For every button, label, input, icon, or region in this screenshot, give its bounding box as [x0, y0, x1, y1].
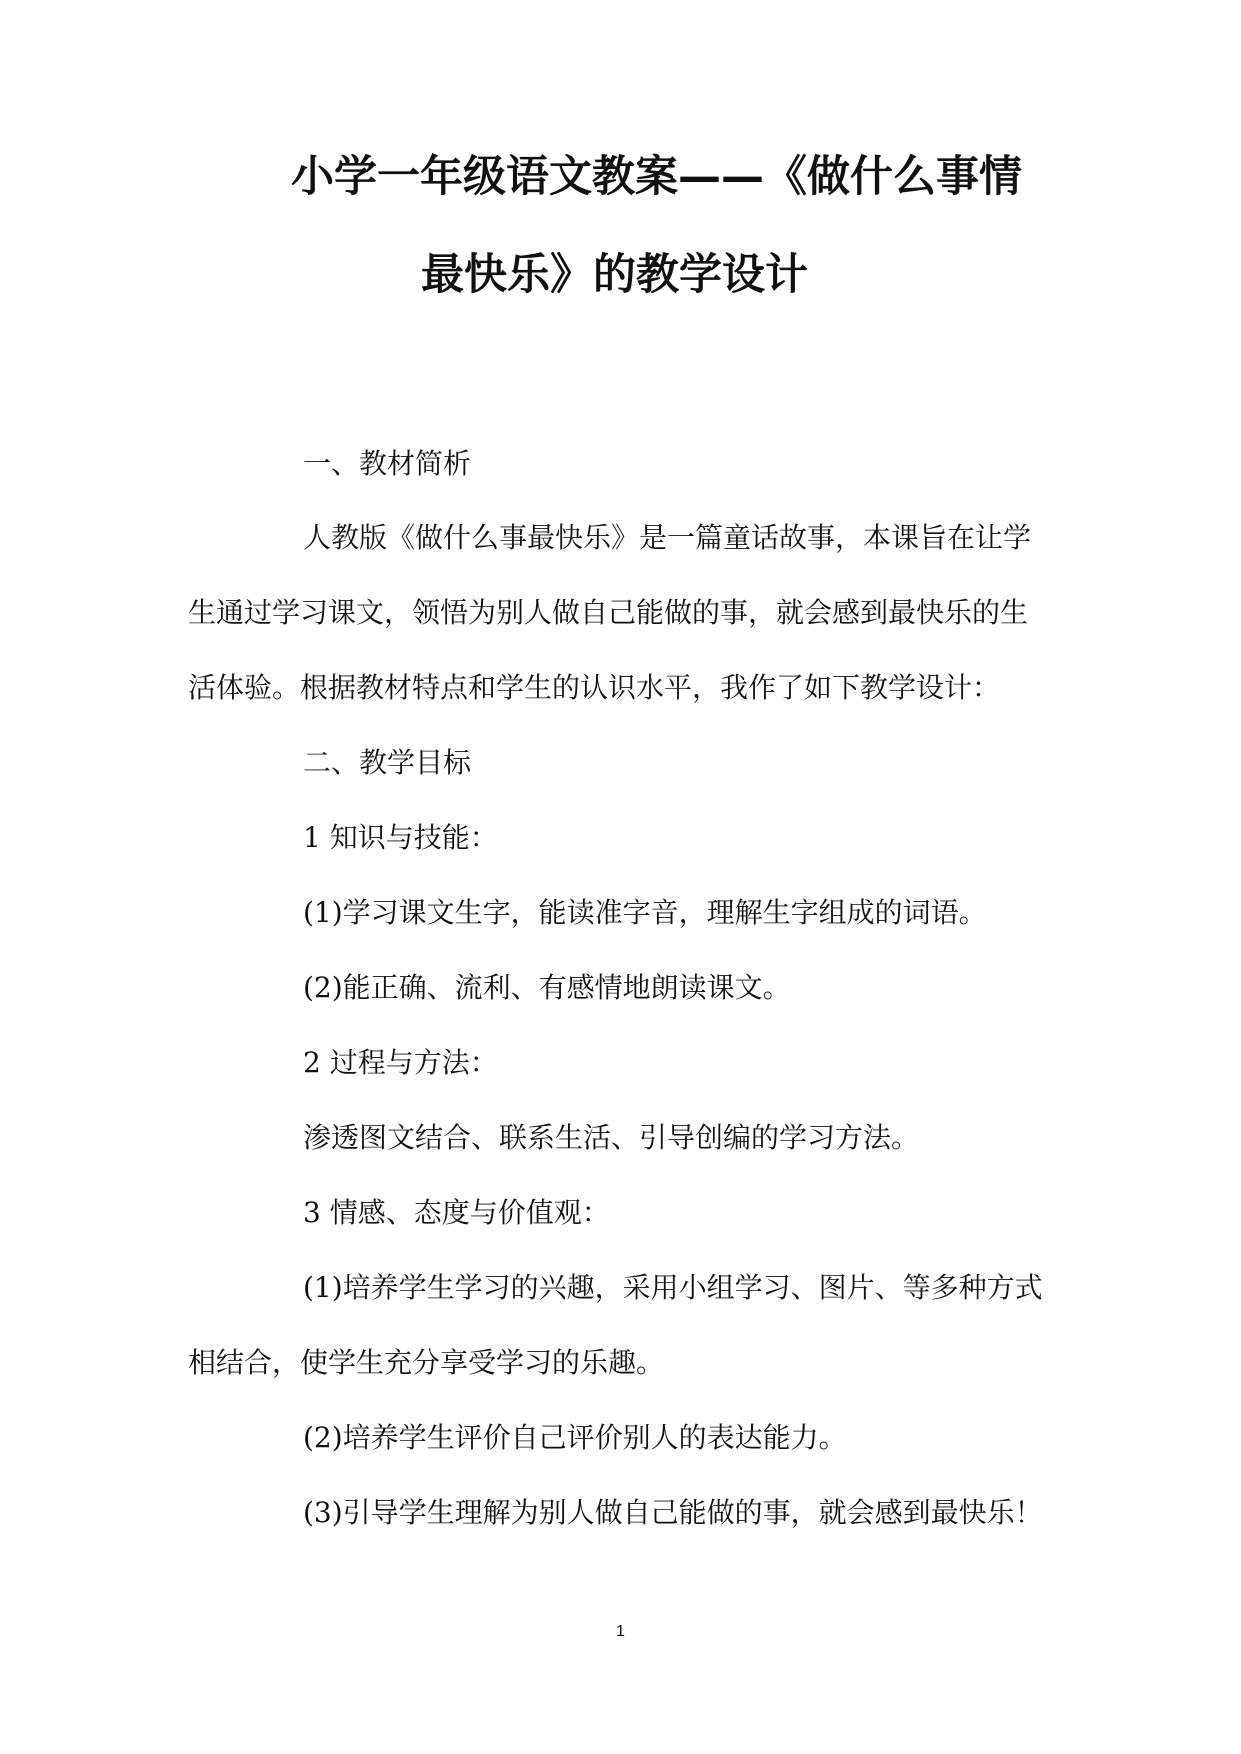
- paragraph-line: 生通过学习课文，领悟为别人做自己能做的事，就会感到最快乐的生: [188, 596, 1029, 629]
- section-heading-teaching-goals: 二、教学目标: [303, 746, 472, 779]
- document-title-line-1: 小学一年级语文教案——《做什么事情: [291, 152, 1022, 202]
- paragraph-line: 渗透图文结合、联系生活、引导创编的学习方法。: [303, 1121, 920, 1154]
- list-item: (2)能正确、流利、有感情地朗读课文。: [303, 971, 791, 1004]
- document-title-line-2: 最快乐》的教学设计: [421, 250, 808, 300]
- page-number: 1: [616, 1623, 625, 1640]
- list-item-continuation: 相结合，使学生充分享受学习的乐趣。: [188, 1346, 665, 1379]
- paragraph-line: 活体验。根据教材特点和学生的认识水平，我作了如下教学设计：: [188, 671, 1001, 704]
- list-item: (1)学习课文生字，能读准字音，理解生字组成的词语。: [303, 896, 987, 929]
- list-item: (2)培养学生评价自己评价别人的表达能力。: [303, 1421, 847, 1454]
- list-item: (1)培养学生学习的兴趣，采用小组学习、图片、等多种方式: [303, 1271, 1043, 1304]
- subheading-knowledge-skills: 1 知识与技能：: [303, 821, 498, 854]
- paragraph-line: 人教版《做什么事最快乐》是一篇童话故事，本课旨在让学: [303, 521, 1032, 554]
- subheading-emotion-values: 3 情感、态度与价值观：: [303, 1196, 610, 1229]
- list-item: (3)引导学生理解为别人做自己能做的事，就会感到最快乐！: [303, 1496, 1043, 1529]
- section-heading-material-analysis: 一、教材简析: [303, 447, 472, 480]
- subheading-process-method: 2 过程与方法：: [303, 1046, 498, 1079]
